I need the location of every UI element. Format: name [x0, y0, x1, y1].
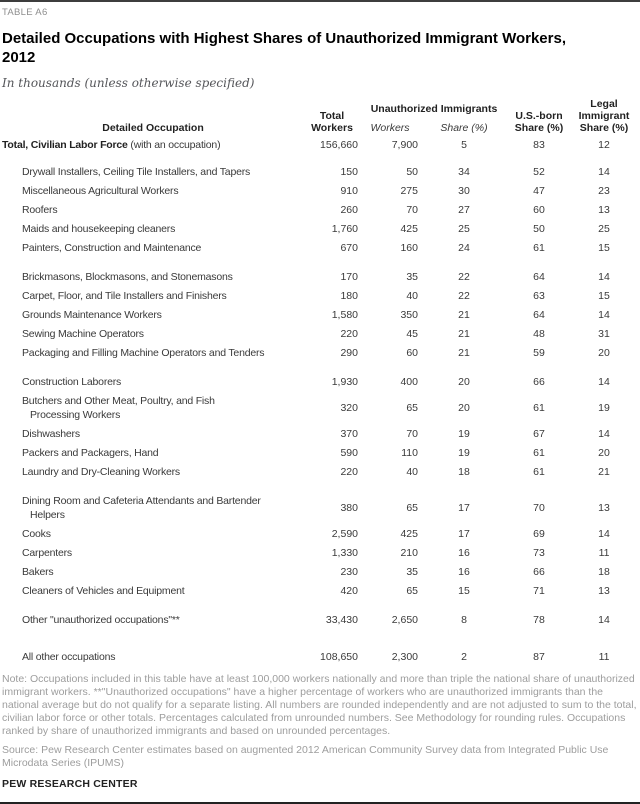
legal-share-cell: 19 — [598, 402, 610, 414]
us-born-share-cell: 64 — [533, 271, 545, 283]
unauthorized-share-cell: 34 — [458, 166, 470, 178]
table-row — [2, 342, 638, 361]
unauthorized-share-cell: 27 — [458, 204, 470, 216]
unauthorized-workers-cell: 400 — [400, 376, 418, 388]
total-workers-cell: 380 — [340, 502, 358, 514]
unauthorized-share-cell: 20 — [458, 376, 470, 388]
unauthorized-workers-cell: 2,300 — [391, 651, 418, 663]
occupation-cell: Cleaners of Vehicles and Equipment — [22, 585, 185, 597]
unauthorized-share-cell: 25 — [458, 223, 470, 235]
unauthorized-workers-cell: 350 — [400, 309, 418, 321]
table-row — [2, 266, 638, 285]
table-row — [2, 161, 638, 180]
page-title-line-2: 2012 — [2, 49, 36, 66]
us-born-share-cell: 61 — [533, 402, 545, 414]
units-subtitle: In thousands (unless otherwise specified) — [2, 76, 255, 90]
legal-share-cell: 20 — [598, 347, 610, 359]
us-born-share-cell: 78 — [533, 614, 545, 626]
note-text: Note: Occupations included in this table have at least 100,000 workers nationally and more than triple the national share of unauthorized immigrant workers. **"Unauthorized occupations" have a higher percentage of workers who are unauthorized immigrants than the national average but do not qualify for a separate listing. All numbers are rounded independently and are not adjusted to sum to the total, civilian labor force or other totals. Percentages calculated from unrounded numbers. See Methodology for rounding rules. Occupations ranked by share of unauthorized immigrants and based on unrounded percentages. — [2, 673, 637, 737]
us-born-share-cell: 64 — [533, 309, 545, 321]
us-born-share-cell: 47 — [533, 185, 545, 197]
occupation-cell: Packaging and Filling Machine Operators and Tenders — [22, 347, 265, 359]
total-workers-cell: 670 — [340, 242, 358, 254]
table-body — [2, 136, 638, 665]
row-group-spacer — [2, 628, 638, 646]
unauthorized-workers-cell: 70 — [406, 428, 418, 440]
unauthorized-workers-cell: 425 — [400, 528, 418, 540]
row-group-spacer — [2, 480, 638, 490]
us-born-share-cell: 60 — [533, 204, 545, 216]
unauthorized-share-cell: 20 — [458, 402, 470, 414]
occupation-cell: Other "unauthorized occupations"** — [22, 614, 180, 626]
unauthorized-share-cell: 21 — [458, 328, 470, 340]
col-header-us-born-share: U.S.-born Share (%) — [514, 110, 564, 134]
occupation-cell: Maids and housekeeping cleaners — [22, 223, 176, 235]
us-born-share-cell: 87 — [533, 651, 545, 663]
unauthorized-workers-cell: 65 — [406, 402, 418, 414]
unauthorized-share-cell: 16 — [458, 547, 470, 559]
us-born-share-cell: 69 — [533, 528, 545, 540]
unauthorized-share-cell: 5 — [461, 139, 467, 151]
legal-share-cell: 18 — [598, 566, 610, 578]
table-row — [2, 423, 638, 442]
table-row — [2, 371, 638, 390]
row-group-spacer — [2, 256, 638, 266]
table-row — [2, 218, 638, 237]
total-workers-cell: 910 — [340, 185, 358, 197]
col-header-detailed-occupation: Detailed Occupation — [102, 122, 204, 134]
legal-share-cell: 25 — [598, 223, 610, 235]
us-born-share-cell: 70 — [533, 502, 545, 514]
unauthorized-workers-cell: 275 — [400, 185, 418, 197]
occupation-cell: Construction Laborers — [22, 376, 122, 388]
unauthorized-workers-cell: 60 — [406, 347, 418, 359]
us-born-share-cell: 63 — [533, 290, 545, 302]
total-workers-cell: 33,430 — [325, 614, 358, 626]
source-text: Source: Pew Research Center estimates based on augmented 2012 American Community Survey data from Integrated Public Use Microdata Series (IPUMS) — [2, 744, 609, 769]
total-workers-cell: 1,580 — [331, 309, 358, 321]
total-workers-cell: 108,650 — [320, 651, 358, 663]
total-workers-cell: 170 — [340, 271, 358, 283]
occupation-cell: Roofers — [22, 204, 58, 216]
total-workers-cell: 1,330 — [331, 547, 358, 559]
us-born-share-cell: 59 — [533, 347, 545, 359]
us-born-share-cell: 66 — [533, 566, 545, 578]
total-workers-cell: 150 — [340, 166, 358, 178]
unauthorized-share-cell: 16 — [458, 566, 470, 578]
unauthorized-share-cell: 21 — [458, 347, 470, 359]
total-workers-cell: 1,760 — [331, 223, 358, 235]
row-group-spacer — [2, 361, 638, 371]
legal-share-cell: 14 — [598, 271, 610, 283]
occupation-cell: Packers and Packagers, Hand — [22, 447, 159, 459]
us-born-share-cell: 61 — [533, 466, 545, 478]
unauthorized-workers-cell: 2,650 — [391, 614, 418, 626]
legal-share-cell: 14 — [598, 376, 610, 388]
legal-share-cell: 13 — [598, 585, 610, 597]
legal-share-cell: 15 — [598, 290, 610, 302]
table-row — [2, 136, 638, 153]
col-header-unauthorized-share: Share (%) — [440, 122, 488, 134]
us-born-share-cell: 50 — [533, 223, 545, 235]
occupation-cell: Painters, Construction and Maintenance — [22, 242, 202, 254]
unauthorized-workers-cell: 210 — [400, 547, 418, 559]
unauthorized-workers-cell: 7,900 — [391, 139, 418, 151]
total-workers-cell: 2,590 — [331, 528, 358, 540]
occupation-cell: Laundry and Dry-Cleaning Workers — [22, 466, 180, 478]
occupation-cell: Sewing Machine Operators — [22, 328, 144, 340]
table-row — [2, 285, 638, 304]
total-workers-cell: 230 — [340, 566, 358, 578]
occupation-cell: Bakers — [22, 566, 54, 578]
unauthorized-workers-cell: 35 — [406, 271, 418, 283]
us-born-share-cell: 73 — [533, 547, 545, 559]
table-row — [2, 646, 638, 665]
table-row — [2, 542, 638, 561]
table-row — [2, 323, 638, 342]
legal-share-cell: 14 — [598, 614, 610, 626]
us-born-share-cell: 61 — [533, 242, 545, 254]
total-workers-cell: 1,930 — [331, 376, 358, 388]
legal-share-cell: 31 — [598, 328, 610, 340]
occupation-cell: Total, Civilian Labor Force (with an occupation) — [2, 139, 221, 151]
occupations-table — [2, 98, 638, 665]
table-row — [2, 237, 638, 256]
unauthorized-share-cell: 2 — [461, 651, 467, 663]
table-row — [2, 461, 638, 480]
occupation-cell: Carpet, Floor, and Tile Installers and Finishers — [22, 290, 227, 302]
occupation-cell: Butchers and Other Meat, Poultry, and Fish Processing Workers — [22, 395, 215, 421]
legal-share-cell: 14 — [598, 309, 610, 321]
legal-share-cell: 11 — [598, 547, 610, 559]
unauthorized-share-cell: 17 — [458, 528, 470, 540]
us-born-share-cell: 61 — [533, 447, 545, 459]
table-row — [2, 199, 638, 218]
table-row — [2, 390, 638, 423]
total-workers-cell: 220 — [340, 328, 358, 340]
occupation-cell: Grounds Maintenance Workers — [22, 309, 162, 321]
legal-share-cell: 12 — [598, 139, 610, 151]
col-header-unauthorized-workers: Workers — [370, 122, 410, 134]
legal-share-cell: 20 — [598, 447, 610, 459]
table-row — [2, 304, 638, 323]
unauthorized-workers-cell: 70 — [406, 204, 418, 216]
occupation-cell: Brickmasons, Blockmasons, and Stonemasons — [22, 271, 233, 283]
page-title-line-1: Detailed Occupations with Highest Shares of Unauthorized Immigrant Workers, — [2, 30, 566, 47]
table-row — [2, 180, 638, 199]
row-group-spacer — [2, 599, 638, 609]
total-workers-cell: 180 — [340, 290, 358, 302]
row-group-spacer — [2, 153, 638, 161]
col-header-unauthorized-immigrants: Unauthorized Immigrants — [370, 103, 498, 115]
occupation-cell: All other occupations — [22, 651, 116, 663]
unauthorized-share-cell: 21 — [458, 309, 470, 321]
unauthorized-workers-cell: 110 — [401, 447, 418, 459]
table-row — [2, 561, 638, 580]
legal-share-cell: 21 — [598, 466, 610, 478]
unauthorized-share-cell: 22 — [458, 271, 470, 283]
us-born-share-cell: 52 — [533, 166, 545, 178]
unauthorized-share-cell: 19 — [458, 447, 470, 459]
unauthorized-workers-cell: 40 — [406, 290, 418, 302]
us-born-share-cell: 67 — [533, 428, 545, 440]
occupation-cell: Carpenters — [22, 547, 72, 559]
legal-share-cell: 14 — [598, 528, 610, 540]
total-workers-cell: 220 — [340, 466, 358, 478]
table-row — [2, 609, 638, 628]
occupation-cell: Dishwashers — [22, 428, 80, 440]
total-workers-cell: 590 — [340, 447, 358, 459]
total-workers-cell: 370 — [340, 428, 358, 440]
table-row — [2, 442, 638, 461]
table-label: TABLE A6 — [2, 7, 48, 18]
table-row — [2, 580, 638, 599]
occupation-cell: Miscellaneous Agricultural Workers — [22, 185, 179, 197]
top-rule — [0, 0, 640, 2]
legal-share-cell: 23 — [598, 185, 610, 197]
page-title — [2, 29, 638, 67]
us-born-share-cell: 83 — [533, 139, 545, 151]
total-workers-cell: 420 — [340, 585, 358, 597]
legal-share-cell: 15 — [598, 242, 610, 254]
legal-share-cell: 13 — [598, 502, 610, 514]
unauthorized-workers-cell: 425 — [400, 223, 418, 235]
total-workers-cell: 156,660 — [320, 139, 358, 151]
table-row — [2, 490, 638, 523]
legal-share-cell: 13 — [598, 204, 610, 216]
unauthorized-share-cell: 17 — [458, 502, 470, 514]
unauthorized-workers-cell: 40 — [406, 466, 418, 478]
unauthorized-share-cell: 18 — [458, 466, 470, 478]
unauthorized-share-cell: 24 — [458, 242, 470, 254]
total-workers-cell: 290 — [340, 347, 358, 359]
occupation-cell: Cooks — [22, 528, 51, 540]
unauthorized-workers-cell: 65 — [406, 585, 418, 597]
legal-share-cell: 11 — [598, 651, 610, 663]
occupation-cell: Drywall Installers, Ceiling Tile Installers, and Tapers — [22, 166, 251, 178]
unauthorized-share-cell: 8 — [461, 614, 467, 626]
legal-share-cell: 14 — [598, 428, 610, 440]
unauthorized-workers-cell: 50 — [406, 166, 418, 178]
unauthorized-workers-cell: 45 — [406, 328, 418, 340]
legal-share-cell: 14 — [598, 166, 610, 178]
table-row — [2, 523, 638, 542]
occupation-cell: Dining Room and Cafeteria Attendants and Bartender Helpers — [22, 495, 261, 521]
unauthorized-workers-cell: 65 — [406, 502, 418, 514]
unauthorized-share-cell: 15 — [458, 585, 470, 597]
unauthorized-workers-cell: 35 — [406, 566, 418, 578]
us-born-share-cell: 66 — [533, 376, 545, 388]
us-born-share-cell: 48 — [533, 328, 545, 340]
unauthorized-share-cell: 22 — [458, 290, 470, 302]
unauthorized-share-cell: 30 — [458, 185, 470, 197]
total-workers-cell: 320 — [340, 402, 358, 414]
unauthorized-workers-cell: 160 — [400, 242, 418, 254]
unauthorized-share-cell: 19 — [458, 428, 470, 440]
table-header — [2, 98, 638, 136]
col-header-legal-immigrant-share: Legal Immigrant Share (%) — [578, 98, 630, 134]
footer-brand: PEW RESEARCH CENTER — [2, 778, 138, 790]
total-workers-cell: 260 — [340, 204, 358, 216]
us-born-share-cell: 71 — [533, 585, 545, 597]
col-header-total-workers: Total Workers — [311, 110, 353, 134]
